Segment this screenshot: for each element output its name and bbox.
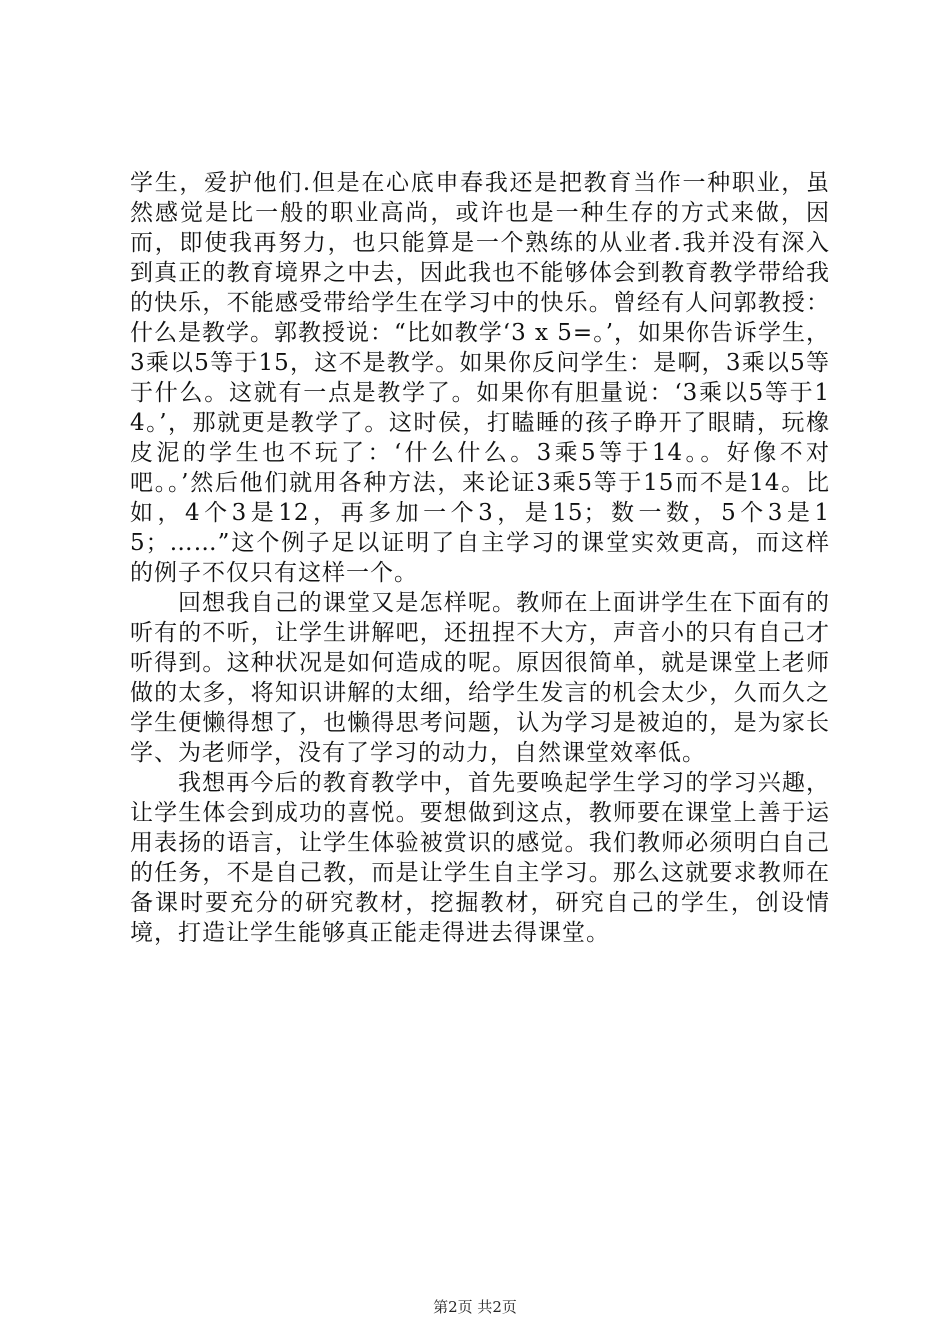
paragraph-1: 学生，爱护他们.但是在心底申春我还是把教育当作一种职业，虽然感觉是比一般的职业高尚，或许也是一种生存的方式来做，因而，即使我再努力，也只能算是一个熟练的从业者.我并没有深入到真正的教育境界之中去，因此我也不能够体会到教育教学带给我的快乐，不能感受带给学生在学习中的快乐。曾经有人问郭教授：什么是教学。郭教授说：“比如教学‘3 x 5=。’，如果你告诉学生，3乘以5等于15，这不是教学。如果你反问学生：是啊，3乘以5等于什么。这就有一点是教学了。如果你有胆量说：‘3乘以5等于14。’，那就更是教学了。这时侯，打瞌睡的孩子睁开了眼睛，玩橡皮泥的学生也不玩了：‘什么什么。3乘5等于14。。好像不对吧。。’然后他们就用各种方法，来论证3乘5等于15而不是14。比如，4个3是12，再多加一个3，是15；数一数，5个3是15；……”这个例子足以证明了自主学习的课堂实效更高，而这样的例子不仅只有这样一个。 xyxy=(130,170,831,586)
page-footer: 第2页 共2页 xyxy=(433,1298,517,1316)
paragraph-2: 回想我自己的课堂又是怎样呢。教师在上面讲学生在下面有的听有的不听，让学生讲解吧，还扭捏不大方，声音小的只有自己才听得到。这种状况是如何造成的呢。原因很简单，就是课堂上老师做的太多，将知识讲解的太细，给学生发言的机会太少，久而久之学生便懒得想了，也懒得思考问题，认为学习是被迫的，是为家长学、为老师学，没有了学习的动力，自然课堂效率低。 xyxy=(130,590,830,766)
body-text xyxy=(130,168,830,948)
paragraph-3: 我想再今后的教育教学中，首先要唤起学生学习的学习兴趣，让学生体会到成功的喜悦。要想做到这点，教师要在课堂上善于运用表扬的语言，让学生体验被赏识的感觉。我们教师必须明白自己的任务，不是自己教，而是让学生自主学习。那么这就要求教师在备课时要充分的研究教材，挖掘教材，研究自己的学生，创设情境，打造让学生能够真正能走得进去得课堂。 xyxy=(130,770,830,946)
